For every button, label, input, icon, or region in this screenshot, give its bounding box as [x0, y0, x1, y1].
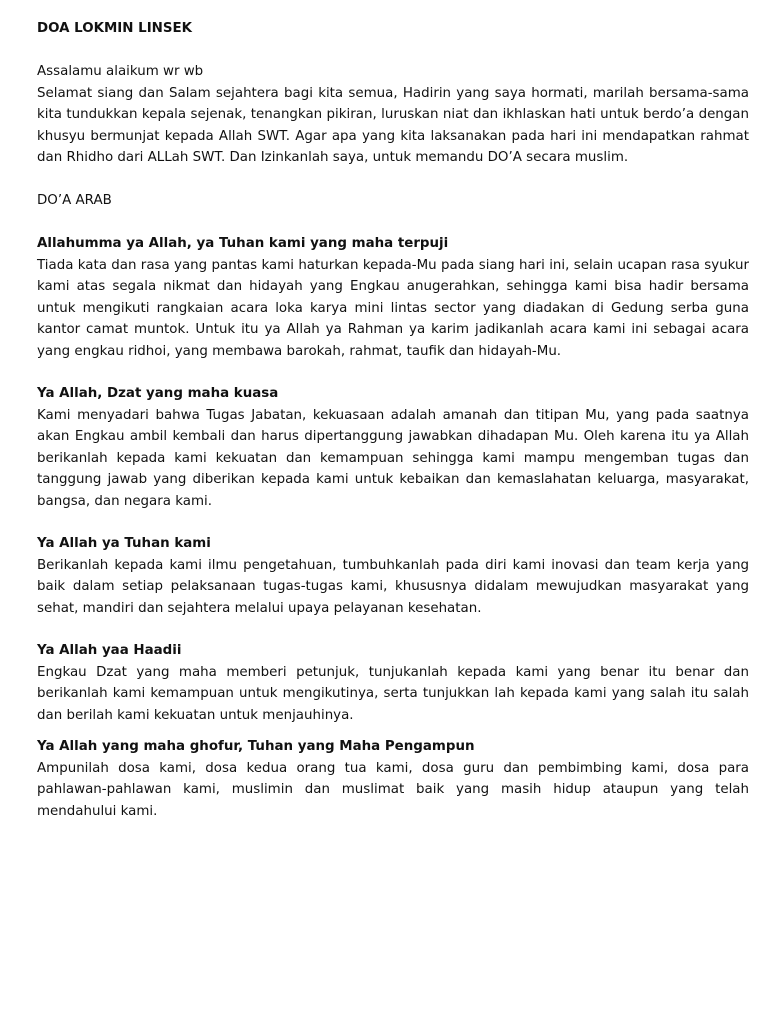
- document-page: [37, 18, 749, 834]
- section-heading: Ya Allah yaa Haadii: [37, 643, 182, 658]
- spacer: [37, 40, 749, 62]
- spacer: [37, 169, 749, 191]
- intro-paragraph: Selamat siang dan Salam sejahtera bagi kita semua, Hadirin yang saya hormati, marilah bersama-sama kita tundukkan kepala sejenak, tenangkan pikiran, luruskan niat dan ikhlaskan hati untuk berdo’a dengan khusyu bermunjat kepada Allah SWT. Agar apa yang kita laksanakan pada hari ini mendapatkan rahmat dan Rhidho dari ALLah SWT. Dan Izinkanlah saya, untuk memandu DO’A secara muslim.: [37, 85, 749, 165]
- section-heading: Allahumma ya Allah, ya Tuhan kami yang maha terpuji: [37, 236, 449, 251]
- section-body: Engkau Dzat yang maha memberi petunjuk, tunjukanlah kepada kami yang benar itu benar dan berikanlah kami kemampuan untuk mengikutinya, serta tunjukkan lah kepada kami yang salah itu salah dan berilah kami kekuatan untuk menjauhinya.: [37, 664, 749, 723]
- spacer: [37, 212, 749, 234]
- section-body: Berikanlah kepada kami ilmu pengetahuan, tumbuhkanlah pada diri kami inovasi dan team kerja yang baik dalam setiap pelaksanaan tugas-tugas kami, khususnya didalam mewujudkan masyarakat yang sehat, mandiri dan sejahtera melalui upaya pelayanan kesehatan.: [37, 557, 749, 616]
- prayer-section: [37, 383, 749, 512]
- prayer-section: [37, 736, 749, 822]
- greeting-text: Assalamu alaikum wr wb: [37, 64, 204, 79]
- section-body: Tiada kata dan rasa yang pantas kami haturkan kepada-Mu pada siang hari ini, selain ucapan rasa syukur kami atas segala nikmat dan hidayah yang Engkau anugerahkan, sehingga kami bisa hadir bersama untuk mengikuti rangkaian acara loka karya mini lintas sector yang diadakan di Gedung serba guna kantor camat muntok. Untuk itu ya Allah ya Rahman ya karim jadikanlah acara kami ini sebagai acara yang engkau ridhoi, yang membawa barokah, rahmat, taufik dan hidayah-Mu.: [37, 257, 749, 359]
- section-heading: Ya Allah yang maha ghofur, Tuhan yang Maha Pengampun: [37, 739, 475, 754]
- section-body: Kami menyadari bahwa Tugas Jabatan, kekuasaan adalah amanah dan titipan Mu, yang pada saatnya akan Engkau ambil kembali dan harus dipertanggung jawabkan dihadapan Mu. Oleh karena itu ya Allah berikanlah kepada kami kekuatan dan kemampuan sehingga kami mampu mengemban tugas dan tanggung jawab yang diberikan kepada kami untuk kebaikan dan kemaslahatan keluarga, masyarakat, bangsa, dan negara kami.: [37, 407, 749, 509]
- prayer-section: [37, 640, 749, 726]
- section-heading: Ya Allah ya Tuhan kami: [37, 536, 211, 551]
- section-heading: Ya Allah, Dzat yang maha kuasa: [37, 386, 279, 401]
- section-body: Ampunilah dosa kami, dosa kedua orang tua kami, dosa guru dan pembimbing kami, dosa para pahlawan-pahlawan kami, muslimin dan muslimat baik yang masih hidup ataupun yang telah mendahului kami.: [37, 760, 749, 819]
- doa-arab-label: DO’A ARAB: [37, 193, 112, 208]
- prayer-section: [37, 533, 749, 619]
- prayer-section: [37, 233, 749, 362]
- document-title: DOA LOKMIN LINSEK: [37, 21, 193, 36]
